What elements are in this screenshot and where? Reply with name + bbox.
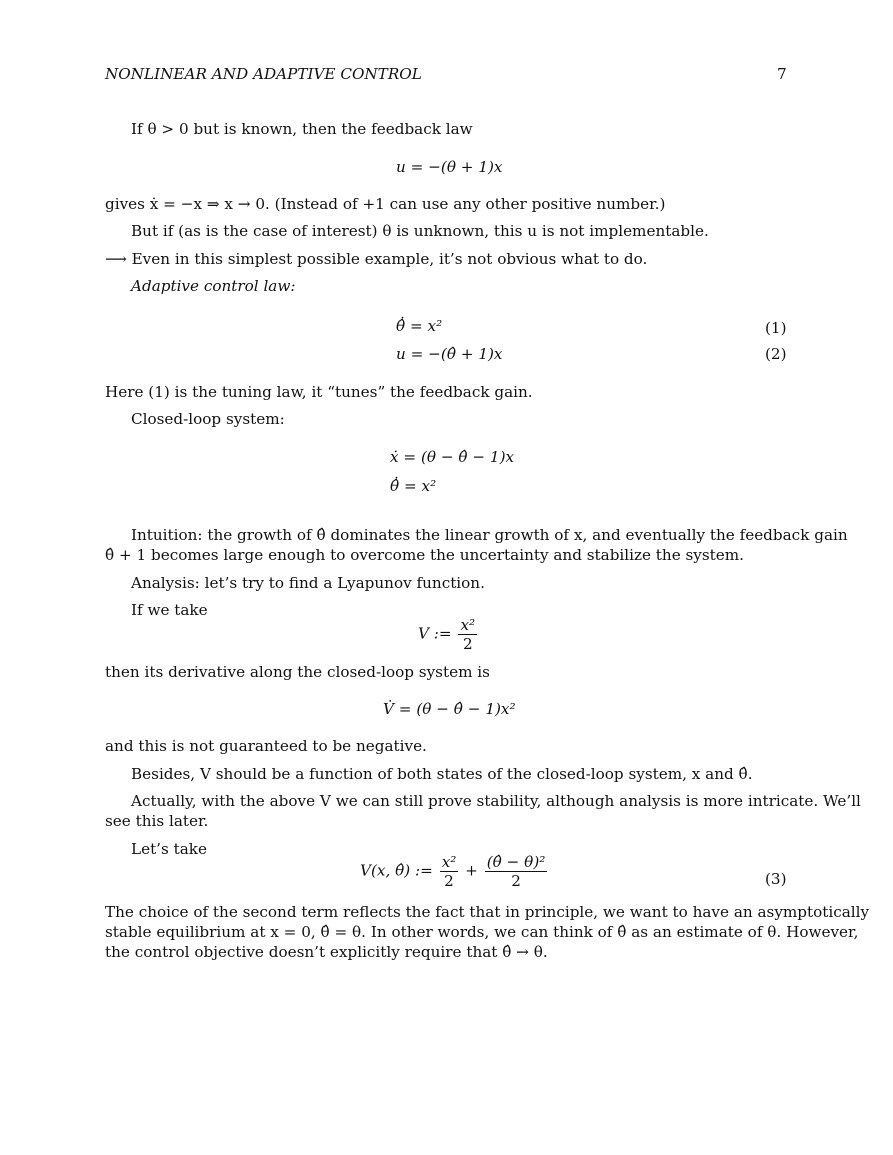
paragraph-line: ⟶ Even in this simplest possible example, it’s not obvious what to do. xyxy=(105,250,648,268)
paragraph-line: stable equilibrium at x = 0, θ̂ = θ. In other words, we can think of θ̂ as an estimate of θ. However, xyxy=(105,923,859,941)
paragraph-line: θ̂ + 1 becomes large enough to overcome the uncertainty and stabilize the system. xyxy=(105,546,744,564)
lyapunov-candidate-equation xyxy=(418,616,479,653)
running-header-title: NONLINEAR AND ADAPTIVE CONTROL xyxy=(105,65,422,83)
fraction xyxy=(440,853,459,890)
paragraph-line: gives ẋ = −x ⇒ x → 0. (Instead of +1 can use any other positive number.) xyxy=(105,195,666,213)
paragraph-line: see this later. xyxy=(105,812,209,830)
fraction-denominator: 2 xyxy=(444,872,454,890)
equation-number: (3) xyxy=(765,870,787,888)
equation-number: (2) xyxy=(765,345,787,363)
page-number: 7 xyxy=(777,65,787,83)
tuning-law-equation: θ̂̇ = x² xyxy=(396,317,443,335)
feedback-law-equation: u = −(θ + 1)x xyxy=(396,158,503,176)
fraction xyxy=(485,853,548,890)
fraction-numerator: x² xyxy=(460,616,476,634)
paragraph-line: the control objective doesn’t explicitly require that θ̂ → θ. xyxy=(105,943,548,961)
paragraph-line: The choice of the second term reflects the fact that in principle, we want to have an asymptotically xyxy=(105,903,870,921)
fraction xyxy=(458,616,477,653)
paragraph-line: If we take xyxy=(131,601,208,619)
paragraph-line: Intuition: the growth of θ̂ dominates the linear growth of x, and eventually the feedback gain xyxy=(131,526,848,544)
lyapunov-function-equation xyxy=(360,853,549,890)
paragraph-line: and this is not guaranteed to be negative. xyxy=(105,737,427,755)
paragraph-line: Closed-loop system: xyxy=(131,410,285,428)
closed-loop-state-equation: ẋ = (θ − θ̂ − 1)x xyxy=(390,448,515,466)
closed-loop-parameter-equation: θ̂̇ = x² xyxy=(390,477,437,495)
paragraph-line: Let’s take xyxy=(131,840,207,858)
paragraph-line: Actually, with the above V we can still prove stability, although analysis is more intricate. We’ll xyxy=(131,792,861,810)
paragraph-line: Besides, V should be a function of both states of the closed-loop system, x and θ̂. xyxy=(131,765,753,783)
paragraph-line: But if (as is the case of interest) θ is unknown, this u is not implementable. xyxy=(131,222,709,240)
fraction-numerator: x² xyxy=(441,853,457,871)
plus-sign: + xyxy=(465,861,478,880)
paragraph-line: If θ > 0 but is known, then the feedback law xyxy=(131,120,473,138)
lyapunov-derivative-equation: V̇ = (θ − θ̂ − 1)x² xyxy=(383,700,516,718)
paragraph-line: Here (1) is the tuning law, it “tunes” the feedback gain. xyxy=(105,383,533,401)
fraction-denominator: 2 xyxy=(511,872,521,890)
fraction-denominator: 2 xyxy=(462,635,473,653)
equation-lhs: V := xyxy=(418,624,452,643)
section-label-adaptive-control-law: Adaptive control law: xyxy=(131,277,296,295)
equation-lhs: V(x, θ̂) := xyxy=(360,861,433,880)
fraction-numerator: (θ̂ − θ)² xyxy=(486,853,546,871)
control-law-equation: u = −(θ̂ + 1)x xyxy=(396,345,503,363)
equation-number: (1) xyxy=(765,319,787,337)
paragraph-line: then its derivative along the closed-loop system is xyxy=(105,663,490,681)
paragraph-line: Analysis: let’s try to find a Lyapunov function. xyxy=(131,574,485,592)
